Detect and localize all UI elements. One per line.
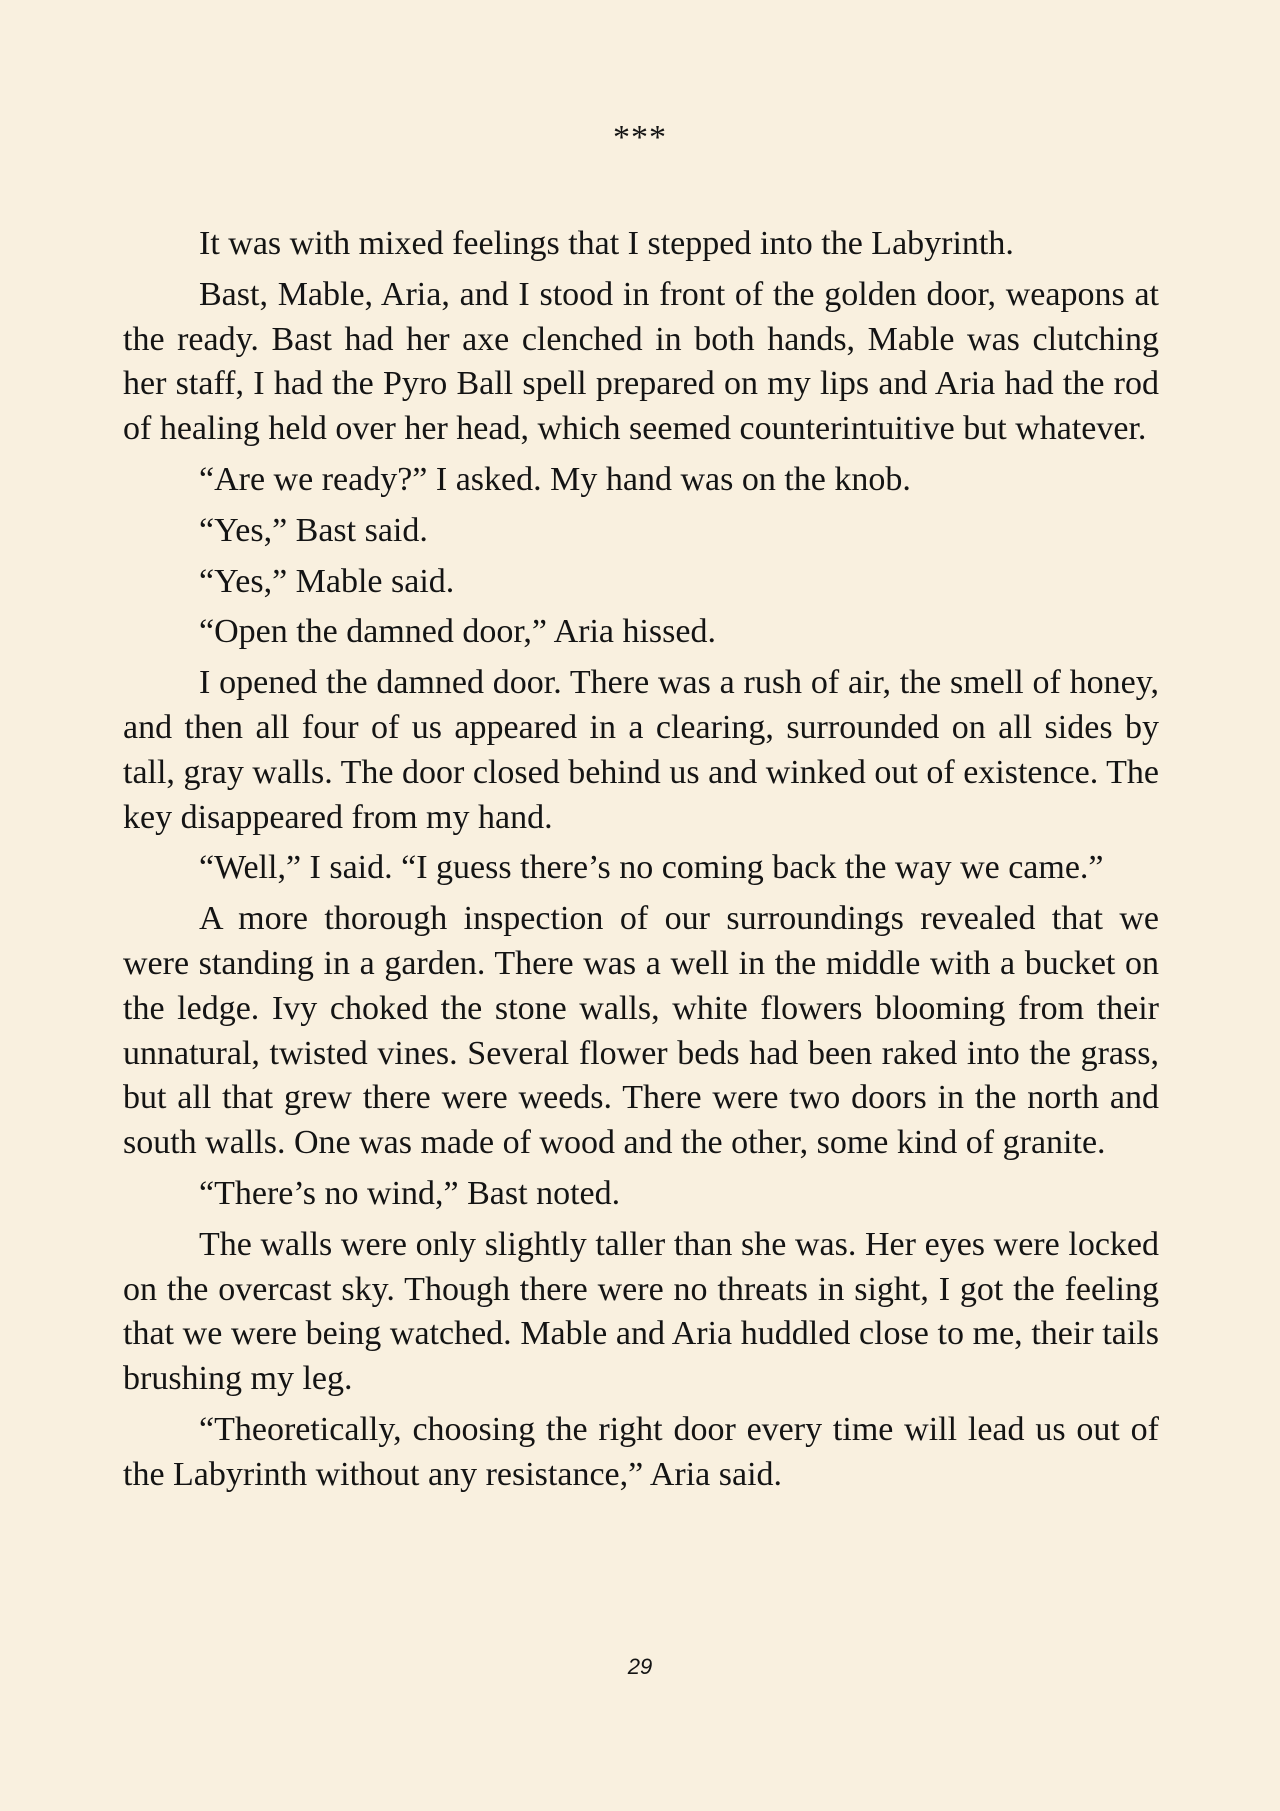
paragraph: A more thorough inspection of our surroundings revealed that we were standing in a garden. There was a well in the middle with a bucket on the ledge. Ivy choked the stone walls, white flowers blooming from their unnatural, twisted vines. Several flower beds had been raked into the grass, but all that grew there were weeds. There were two doors in the north and south walls. One was made of wood and the other, some kind of granite. bbox=[123, 900, 1159, 1162]
paragraph: The walls were only slightly taller than she was. Her eyes were locked on the overcast sky. Though there were no threats in sight, I got the feeling that we were being watched. Mable and Aria huddled close to me, their tails brushing my leg. bbox=[123, 1225, 1159, 1398]
paragraph: “Well,” I said. “I guess there’s no coming back the way we came.” bbox=[199, 849, 1104, 887]
paragraph: “There’s no wind,” Bast noted. bbox=[199, 1174, 621, 1212]
paragraph: Bast, Mable, Aria, and I stood in front of the golden door, weapons at the ready. Bast had her axe clenched in both hands, Mable was clutching her staff, I had the Pyro Ball spell prepared on my lips and Aria had the rod of healing held over her head, which seemed counterintuitive but whatever. bbox=[123, 275, 1159, 448]
paragraph: “Yes,” Bast said. bbox=[199, 511, 428, 549]
scene-break: *** bbox=[613, 119, 667, 156]
page-number: 29 bbox=[627, 1654, 653, 1679]
paragraph: I opened the damned door. There was a rush of air, the smell of honey, and then all four of us appeared in a clearing, surrounded on all sides by tall, gray walls. The door closed behind us and winked out of existence. The key disappeared from my hand. bbox=[123, 664, 1159, 836]
paragraph: It was with mixed feelings that I stepped into the Labyrinth. bbox=[199, 225, 1014, 262]
paragraph: “Yes,” Mable said. bbox=[199, 562, 455, 600]
paragraph: “Theoretically, choosing the right door every time will lead us out of the Labyrinth without any resistance,” Aria said. bbox=[123, 1410, 1159, 1493]
body-text bbox=[123, 222, 1159, 1504]
paragraph: “Open the damned door,” Aria hissed. bbox=[199, 613, 716, 651]
paragraph: “Are we ready?” I asked. My hand was on the knob. bbox=[199, 460, 911, 498]
